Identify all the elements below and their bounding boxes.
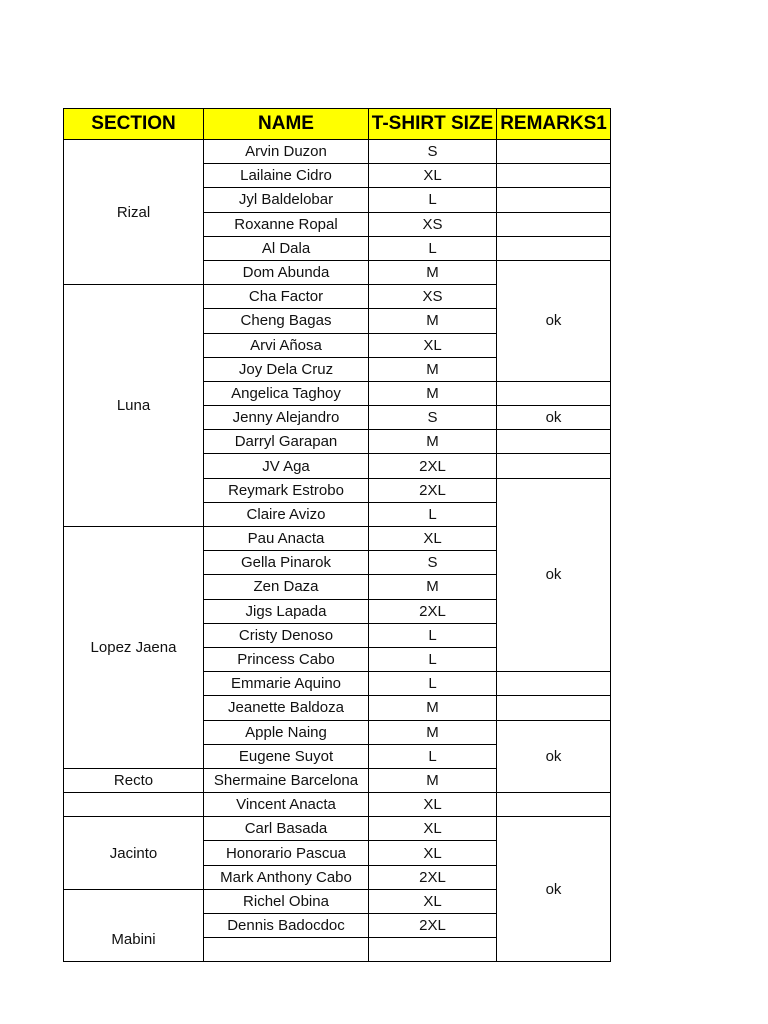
spreadsheet (63, 108, 610, 949)
name-cell: Apple Naing (204, 720, 369, 744)
name-cell: Joy Dela Cruz (204, 357, 369, 381)
size-cell (369, 938, 497, 962)
name-cell: Princess Cabo (204, 647, 369, 671)
name-cell: Vincent Anacta (204, 793, 369, 817)
section-cell: Recto (64, 768, 204, 792)
size-cell: XS (369, 285, 497, 309)
size-cell: L (369, 502, 497, 526)
size-cell: S (369, 551, 497, 575)
remarks-cell (497, 212, 611, 236)
name-cell: JV Aga (204, 454, 369, 478)
name-cell: Lailaine Cidro (204, 164, 369, 188)
name-cell: Shermaine Barcelona (204, 768, 369, 792)
size-cell: S (369, 140, 497, 164)
size-cell: M (369, 720, 497, 744)
size-cell: XL (369, 333, 497, 357)
table-row (64, 793, 611, 817)
name-cell: Jeanette Baldoza (204, 696, 369, 720)
size-cell: XS (369, 212, 497, 236)
size-cell: XL (369, 841, 497, 865)
section-cell: Luna (64, 285, 204, 527)
name-cell: Gella Pinarok (204, 551, 369, 575)
size-cell: M (369, 768, 497, 792)
remarks-cell: ok (497, 406, 611, 430)
size-cell: XL (369, 793, 497, 817)
size-cell: XL (369, 889, 497, 913)
remarks-cell (497, 672, 611, 696)
name-cell: Dom Abunda (204, 260, 369, 284)
header-section: SECTION (64, 109, 204, 140)
remarks-cell (497, 164, 611, 188)
name-cell: Jigs Lapada (204, 599, 369, 623)
header-remarks1: REMARKS1 (497, 109, 611, 140)
name-cell: Angelica Taghoy (204, 381, 369, 405)
size-cell: L (369, 623, 497, 647)
name-cell: Carl Basada (204, 817, 369, 841)
size-cell: XL (369, 817, 497, 841)
name-cell: Darryl Garapan (204, 430, 369, 454)
name-cell: Arvi Añosa (204, 333, 369, 357)
remarks-cell (497, 430, 611, 454)
name-cell: Mark Anthony Cabo (204, 865, 369, 889)
name-cell: Honorario Pascua (204, 841, 369, 865)
name-cell: Jyl Baldelobar (204, 188, 369, 212)
name-cell: Arvin Duzon (204, 140, 369, 164)
size-cell: M (369, 430, 497, 454)
section-label: Mabini (111, 931, 156, 949)
name-cell: Eugene Suyot (204, 744, 369, 768)
size-cell: L (369, 672, 497, 696)
name-cell: Al Dala (204, 236, 369, 260)
size-cell: M (369, 357, 497, 381)
name-cell: Cristy Denoso (204, 623, 369, 647)
header-tshirt-size: T-SHIRT SIZE (369, 109, 497, 140)
remarks-cell: ok (497, 817, 611, 962)
size-cell: M (369, 260, 497, 284)
name-cell: Cheng Bagas (204, 309, 369, 333)
remarks-cell (497, 236, 611, 260)
section-cell: Jacinto (64, 817, 204, 890)
remarks-cell (497, 454, 611, 478)
header-name: NAME (204, 109, 369, 140)
name-cell: Zen Daza (204, 575, 369, 599)
size-cell: M (369, 381, 497, 405)
table-row (64, 140, 611, 164)
name-cell: Richel Obina (204, 889, 369, 913)
remarks-cell: ok (497, 720, 611, 793)
size-cell: S (369, 406, 497, 430)
remarks-cell (497, 381, 611, 405)
remarks-cell (497, 696, 611, 720)
name-cell (204, 938, 369, 962)
remarks-cell (497, 793, 611, 817)
size-cell: XL (369, 527, 497, 551)
size-cell: L (369, 744, 497, 768)
name-cell: Pau Anacta (204, 527, 369, 551)
remarks-cell: ok (497, 478, 611, 672)
size-cell: 2XL (369, 865, 497, 889)
remarks-cell: ok (497, 260, 611, 381)
size-cell: L (369, 236, 497, 260)
size-cell: M (369, 696, 497, 720)
size-cell: 2XL (369, 478, 497, 502)
name-cell: Reymark Estrobo (204, 478, 369, 502)
section-cell (64, 793, 204, 817)
size-cell: M (369, 309, 497, 333)
name-cell: Jenny Alejandro (204, 406, 369, 430)
name-cell: Roxanne Ropal (204, 212, 369, 236)
name-cell: Dennis Badocdoc (204, 914, 369, 938)
size-cell: 2XL (369, 599, 497, 623)
size-cell: 2XL (369, 454, 497, 478)
name-cell: Emmarie Aquino (204, 672, 369, 696)
section-cell (64, 889, 204, 962)
name-cell: Claire Avizo (204, 502, 369, 526)
remarks-cell (497, 188, 611, 212)
size-cell: M (369, 575, 497, 599)
remarks-cell (497, 140, 611, 164)
size-cell: 2XL (369, 914, 497, 938)
header-row (64, 109, 611, 140)
name-cell: Cha Factor (204, 285, 369, 309)
size-cell: L (369, 647, 497, 671)
tshirt-table (63, 108, 611, 962)
table-row (64, 817, 611, 841)
size-cell: XL (369, 164, 497, 188)
section-cell: Lopez Jaena (64, 527, 204, 769)
section-cell: Rizal (64, 140, 204, 285)
size-cell: L (369, 188, 497, 212)
